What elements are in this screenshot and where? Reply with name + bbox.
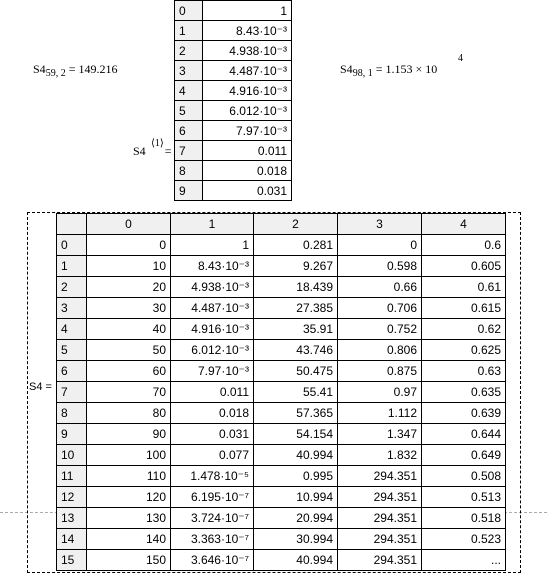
row-index: 9 <box>57 424 87 445</box>
vector-cell[interactable]: 0.011 <box>202 141 291 161</box>
matrix-cell[interactable]: 0.639 <box>422 403 506 424</box>
matrix-cell[interactable]: 0.61 <box>422 277 506 298</box>
matrix-row <box>57 340 506 361</box>
row-index: 11 <box>57 466 87 487</box>
vector-row <box>175 101 292 121</box>
matrix-cell[interactable]: 150 <box>87 550 171 571</box>
matrix-row <box>57 529 506 550</box>
matrix-cell[interactable]: 4.916·10⁻³ <box>171 319 254 340</box>
row-index: 2 <box>57 277 87 298</box>
matrix-corner-cell <box>57 214 87 235</box>
vector-cell[interactable]: 8.43·10⁻³ <box>202 21 291 41</box>
matrix-cell[interactable]: 0.66 <box>338 277 422 298</box>
vector-row-index: 5 <box>175 101 203 121</box>
matrix-cell[interactable]: 20.994 <box>254 508 338 529</box>
row-index: 5 <box>57 340 87 361</box>
row-index: 0 <box>57 235 87 256</box>
expr-base: S4 <box>340 62 353 76</box>
matrix-cell[interactable]: 0.508 <box>422 466 506 487</box>
matrix-row <box>57 487 506 508</box>
matrix-cell[interactable]: 10 <box>87 256 171 277</box>
matrix-cell[interactable]: 9.267 <box>254 256 338 277</box>
vertical-scrollbar[interactable] <box>505 232 519 568</box>
matrix-cell[interactable]: 140 <box>87 529 171 550</box>
vector-cell[interactable]: 4.916·10⁻³ <box>202 81 291 101</box>
matrix-cell[interactable]: 294.351 <box>338 550 422 571</box>
matrix-row <box>57 319 506 340</box>
vector-row-index: 8 <box>175 161 203 181</box>
row-index: 3 <box>57 298 87 319</box>
matrix-cell[interactable]: 8.43·10⁻³ <box>171 256 254 277</box>
vector-row <box>175 121 292 141</box>
column-header: 1 <box>171 214 254 235</box>
matrix-cell[interactable]: 4.487·10⁻³ <box>171 298 254 319</box>
matrix-row <box>57 235 506 256</box>
matrix-cell[interactable]: 0.513 <box>422 487 506 508</box>
row-index: 4 <box>57 319 87 340</box>
matrix-row <box>57 382 506 403</box>
expr-equals: = <box>372 62 386 76</box>
vector-cell[interactable]: 0.031 <box>202 181 291 201</box>
vector-row <box>175 21 292 41</box>
matrix-cell[interactable]: 0.518 <box>422 508 506 529</box>
vector-cell[interactable]: 1 <box>202 1 291 21</box>
matrix-row <box>57 466 506 487</box>
expr-superscript: ⟨1⟩ <box>151 138 164 149</box>
matrix-cell[interactable]: 50 <box>87 340 171 361</box>
matrix-cell[interactable]: 27.385 <box>254 298 338 319</box>
matrix-cell[interactable]: 0.077 <box>171 445 254 466</box>
matrix-cell[interactable]: 0 <box>87 235 171 256</box>
matrix-cell[interactable]: 54.154 <box>254 424 338 445</box>
matrix-cell[interactable]: 0.752 <box>338 319 422 340</box>
matrix-cell[interactable]: 130 <box>87 508 171 529</box>
matrix-cell[interactable]: 40.994 <box>254 550 338 571</box>
vector-row-index: 7 <box>175 141 203 161</box>
matrix-table[interactable] <box>56 213 506 571</box>
matrix-cell[interactable]: 57.365 <box>254 403 338 424</box>
vector-row <box>175 141 292 161</box>
matrix-cell[interactable]: 294.351 <box>338 487 422 508</box>
matrix-cell[interactable]: 40.994 <box>254 445 338 466</box>
vector-row-index: 1 <box>175 21 203 41</box>
row-index: 6 <box>57 361 87 382</box>
matrix-cell[interactable]: 70 <box>87 382 171 403</box>
matrix-cell[interactable]: 40 <box>87 319 171 340</box>
expr-s4-column-1[interactable] <box>133 138 172 159</box>
matrix-cell[interactable]: 100 <box>87 445 171 466</box>
matrix-cell[interactable]: 0.281 <box>254 235 338 256</box>
vector-row-index: 9 <box>175 181 203 201</box>
matrix-cell[interactable]: 0.649 <box>422 445 506 466</box>
row-index: 15 <box>57 550 87 571</box>
matrix-cell[interactable]: 30.994 <box>254 529 338 550</box>
vector-row <box>175 41 292 61</box>
matrix-cell[interactable]: 0.011 <box>171 382 254 403</box>
matrix-cell[interactable]: 0.615 <box>422 298 506 319</box>
matrix-cell[interactable]: 0.995 <box>254 466 338 487</box>
matrix-cell[interactable]: 55.41 <box>254 382 338 403</box>
vector-row <box>175 161 292 181</box>
column-header: 2 <box>254 214 338 235</box>
matrix-cell[interactable]: 1.478·10⁻⁵ <box>171 466 254 487</box>
matrix-cell[interactable]: 0.031 <box>171 424 254 445</box>
vector-row <box>175 1 292 21</box>
expr-equals: = <box>65 62 79 76</box>
matrix-cell[interactable]: 1.347 <box>338 424 422 445</box>
matrix-cell[interactable]: 0.625 <box>422 340 506 361</box>
vector-row-index: 2 <box>175 41 203 61</box>
matrix-cell[interactable]: 0.875 <box>338 361 422 382</box>
expr-exponent: 4 <box>458 53 463 64</box>
matrix-cell[interactable]: 10.994 <box>254 487 338 508</box>
matrix-cell[interactable]: 1.832 <box>338 445 422 466</box>
expr-s4-59-2[interactable] <box>33 62 117 79</box>
matrix-row <box>57 403 506 424</box>
matrix-cell[interactable]: 0.523 <box>422 529 506 550</box>
matrix-row <box>57 277 506 298</box>
expr-s4-98-1[interactable] <box>340 53 463 79</box>
column-vector-table <box>174 0 292 201</box>
vector-cell[interactable]: 4.938·10⁻³ <box>202 41 291 61</box>
matrix-cell[interactable]: ... <box>422 550 506 571</box>
column-header: 4 <box>422 214 506 235</box>
matrix-cell[interactable]: 60 <box>87 361 171 382</box>
matrix-cell[interactable]: 3.724·10⁻⁷ <box>171 508 254 529</box>
expr-mantissa: 1.153 × 10 <box>385 62 438 76</box>
row-index: 1 <box>57 256 87 277</box>
vector-row-index: 3 <box>175 61 203 81</box>
matrix-cell[interactable]: 0.706 <box>338 298 422 319</box>
matrix-cell[interactable]: 0.6 <box>422 235 506 256</box>
matrix-cell[interactable]: 0.63 <box>422 361 506 382</box>
vector-row-index: 4 <box>175 81 203 101</box>
matrix-row <box>57 361 506 382</box>
matrix-row <box>57 256 506 277</box>
matrix-cell[interactable]: 0.598 <box>338 256 422 277</box>
matrix-row <box>57 298 506 319</box>
row-index: 13 <box>57 508 87 529</box>
row-index: 8 <box>57 403 87 424</box>
vector-row <box>175 81 292 101</box>
matrix-cell[interactable]: 7.97·10⁻³ <box>171 361 254 382</box>
matrix-cell[interactable]: 294.351 <box>338 529 422 550</box>
matrix-row <box>57 508 506 529</box>
expr-subscript: 59, 2 <box>45 68 66 79</box>
expr-value: 149.216 <box>78 62 118 76</box>
matrix-cell[interactable]: 120 <box>87 487 171 508</box>
matrix-cell[interactable]: 3.363·10⁻⁷ <box>171 529 254 550</box>
matrix-cell[interactable]: 0.644 <box>422 424 506 445</box>
row-index: 14 <box>57 529 87 550</box>
expr-base: S4 <box>33 62 46 76</box>
matrix-cell[interactable]: 0.97 <box>338 382 422 403</box>
matrix-cell[interactable]: 1 <box>171 235 254 256</box>
matrix-cell[interactable]: 35.91 <box>254 319 338 340</box>
matrix-cell[interactable]: 80 <box>87 403 171 424</box>
matrix-cell[interactable]: 3.646·10⁻⁷ <box>171 550 254 571</box>
matrix-cell[interactable]: 1.112 <box>338 403 422 424</box>
expr-equals: = <box>161 144 172 158</box>
vector-row-index: 6 <box>175 121 203 141</box>
matrix-row <box>57 445 506 466</box>
vector-cell[interactable]: 4.487·10⁻³ <box>202 61 291 81</box>
vector-cell[interactable]: 6.012·10⁻³ <box>202 101 291 121</box>
vector-row <box>175 61 292 81</box>
column-header: 0 <box>87 214 171 235</box>
matrix-row <box>57 424 506 445</box>
matrix-cell[interactable]: 4.938·10⁻³ <box>171 277 254 298</box>
row-index: 12 <box>57 487 87 508</box>
matrix-cell[interactable]: 50.475 <box>254 361 338 382</box>
row-index: 7 <box>57 382 87 403</box>
vector-cell[interactable]: 0.018 <box>202 161 291 181</box>
matrix-cell[interactable]: 0.605 <box>422 256 506 277</box>
horizontal-scrollbar[interactable] <box>56 568 505 572</box>
matrix-cell[interactable]: 20 <box>87 277 171 298</box>
matrix-cell[interactable]: 294.351 <box>338 508 422 529</box>
matrix-cell[interactable]: 30 <box>87 298 171 319</box>
matrix-cell[interactable]: 90 <box>87 424 171 445</box>
vector-cell[interactable]: 7.97·10⁻³ <box>202 121 291 141</box>
matrix-cell[interactable]: 0 <box>338 235 422 256</box>
matrix-cell[interactable]: 110 <box>87 466 171 487</box>
matrix-cell[interactable]: 18.439 <box>254 277 338 298</box>
matrix-cell[interactable]: 6.195·10⁻⁷ <box>171 487 254 508</box>
matrix-cell[interactable]: 0.62 <box>422 319 506 340</box>
column-vector[interactable] <box>174 0 292 205</box>
matrix-cell[interactable]: 0.018 <box>171 403 254 424</box>
vector-row-index: 0 <box>175 1 203 21</box>
matrix-cell[interactable]: 0.806 <box>338 340 422 361</box>
matrix-cell[interactable]: 0.635 <box>422 382 506 403</box>
matrix-cell[interactable]: 6.012·10⁻³ <box>171 340 254 361</box>
expr-base: S4 <box>133 144 146 158</box>
column-header: 3 <box>338 214 422 235</box>
matrix-label: S4 = <box>29 381 52 393</box>
matrix-cell[interactable]: 43.746 <box>254 340 338 361</box>
row-index: 10 <box>57 445 87 466</box>
matrix-cell[interactable]: 294.351 <box>338 466 422 487</box>
vector-row <box>175 181 292 201</box>
expr-subscript: 98, 1 <box>352 68 373 79</box>
